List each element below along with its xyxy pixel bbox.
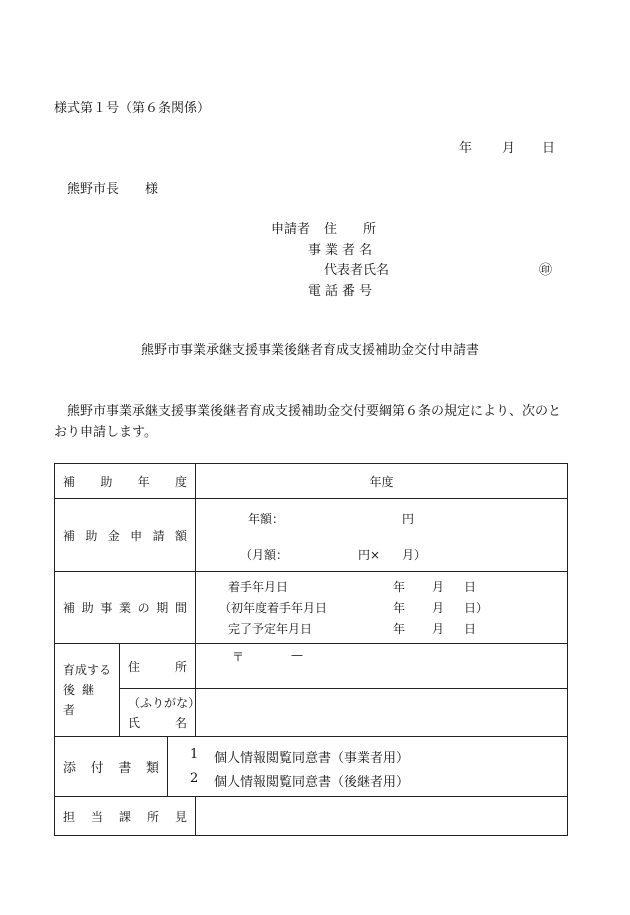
- period-first-year: 年: [393, 601, 406, 615]
- applicant-prefix: 申請者: [271, 222, 311, 237]
- period-label-char: 間: [174, 601, 187, 615]
- row-attachments: [55, 737, 568, 797]
- furigana-label: [128, 693, 201, 713]
- period-first-day: 日）: [464, 601, 489, 615]
- amount-label-char: 請: [152, 528, 165, 543]
- applicant-representative-label: 代表者氏名: [324, 263, 390, 278]
- fiscal-year-label-char: 助: [100, 474, 113, 489]
- attachments-label-char: 付: [90, 761, 104, 776]
- monthly-unit: 円×: [358, 548, 381, 562]
- row-successor-name: [55, 689, 568, 737]
- row-period: [55, 572, 568, 644]
- body-text-line-2: おり申請します。: [54, 425, 157, 440]
- opinion-label-char: 当: [90, 809, 103, 824]
- amount-label-char: 補: [63, 528, 76, 543]
- date-month: 月: [502, 141, 516, 156]
- successor-label-line-2: 後継者: [63, 683, 102, 717]
- opinion-label: [63, 808, 187, 825]
- period-label-char: 助: [81, 601, 94, 615]
- successor-address-field[interactable]: [196, 644, 568, 689]
- period-start-label: 着手年月日: [228, 580, 289, 594]
- annual-label: 年額：: [248, 512, 285, 526]
- fiscal-year-label: [63, 473, 187, 490]
- addressee: 熊野市長 様: [67, 182, 159, 197]
- row-opinion: [55, 797, 568, 836]
- furigana-label-char: な: [176, 695, 189, 710]
- seal-mark: ㊞: [539, 263, 553, 278]
- successor-name-label: [128, 713, 187, 733]
- period-start-month: 月: [432, 580, 445, 594]
- monthly-open: （月額：: [240, 548, 289, 562]
- opinion-label-char: 所: [146, 809, 159, 824]
- successor-label: [55, 644, 120, 737]
- successor-label-line-1: 育成する: [63, 663, 112, 677]
- furigana-label-char: ）: [188, 695, 201, 710]
- date-day: 日: [542, 141, 556, 156]
- attachment-2-number: 2: [190, 770, 199, 786]
- period-end-month: 月: [432, 622, 445, 636]
- attachments-label-char: 添: [63, 761, 77, 776]
- applicant-business-name-label: 事業者名: [308, 243, 377, 258]
- period-first-month: 月: [432, 601, 445, 615]
- period-start-day: 日: [464, 580, 477, 594]
- furigana-label-char: り: [152, 695, 165, 710]
- attachments-list: [168, 737, 568, 797]
- postal-mark: 〒: [232, 650, 245, 664]
- furigana-label-char: が: [164, 695, 177, 710]
- furigana-label-char: ふ: [140, 695, 153, 710]
- applicant-address-label: 住 所: [324, 222, 377, 237]
- opinion-field[interactable]: [196, 797, 568, 836]
- date-year: 年: [459, 141, 473, 156]
- fiscal-year-value[interactable]: 年度: [196, 464, 568, 499]
- amount-label-char: 金: [107, 528, 120, 543]
- amount-label: [63, 527, 187, 544]
- attachment-1-number: 1: [190, 746, 199, 762]
- successor-name-field[interactable]: [196, 689, 568, 737]
- opinion-label-char: 担: [63, 809, 76, 824]
- monthly-months: 月）: [402, 548, 427, 562]
- amount-label-char: 助: [85, 528, 98, 543]
- attachment-2: 個人情報閲覧同意書（後継者用）: [214, 774, 410, 790]
- period-label-char: の: [137, 601, 150, 615]
- successor-address-label-char: 所: [174, 659, 187, 674]
- successor-address-label: [128, 658, 187, 675]
- period-first-label: （初年度着手年月日: [219, 601, 328, 615]
- furigana-label-char: （: [128, 695, 141, 710]
- fiscal-year-label-char: 年: [137, 474, 150, 489]
- successor-name-label-char: 名: [174, 715, 187, 730]
- applicant-phone-label: 電話番号: [308, 284, 377, 299]
- successor-name-label-char: 氏: [128, 715, 141, 730]
- period-label-char: 補: [63, 601, 76, 615]
- attachments-label-char: 類: [145, 761, 159, 776]
- fiscal-year-label-char: 補: [63, 474, 76, 489]
- period-label-char: 事: [100, 601, 113, 615]
- opinion-label-char: 課: [118, 809, 131, 824]
- amount-field[interactable]: [196, 499, 568, 572]
- application-table: [54, 463, 568, 836]
- attachments-label: [63, 757, 159, 776]
- successor-address-label-char: 住: [128, 659, 141, 674]
- period-field[interactable]: [196, 572, 568, 644]
- period-end-label: 完了予定年月日: [228, 622, 313, 636]
- document-title: 熊野市事業承継支援事業後継者育成支援補助金交付申請書: [141, 343, 480, 358]
- row-fiscal-year: [55, 464, 568, 499]
- period-end-year: 年: [393, 622, 406, 636]
- period-start-year: 年: [393, 580, 406, 594]
- attachment-1: 個人情報閲覧同意書（事業者用）: [214, 750, 410, 766]
- row-amount: [55, 499, 568, 572]
- row-successor-address: [55, 644, 568, 689]
- fiscal-year-label-char: 度: [174, 474, 187, 489]
- amount-label-char: 申: [130, 528, 143, 543]
- body-text-line-1: 熊野市事業承継支援事業後継者育成支援補助金交付要綱第６条の規定により、次のと: [67, 404, 562, 419]
- period-end-day: 日: [464, 622, 477, 636]
- form-number: 様式第１号（第６条関係）: [54, 101, 211, 116]
- opinion-label-char: 見: [174, 809, 187, 824]
- postal-dash: —: [291, 648, 303, 662]
- period-label-char: 業: [118, 601, 131, 615]
- attachments-label-char: 書: [118, 761, 132, 776]
- amount-label-char: 額: [174, 528, 187, 543]
- period-label-char: 期: [156, 601, 169, 615]
- annual-unit: 円: [402, 512, 415, 526]
- period-label: [63, 599, 187, 616]
